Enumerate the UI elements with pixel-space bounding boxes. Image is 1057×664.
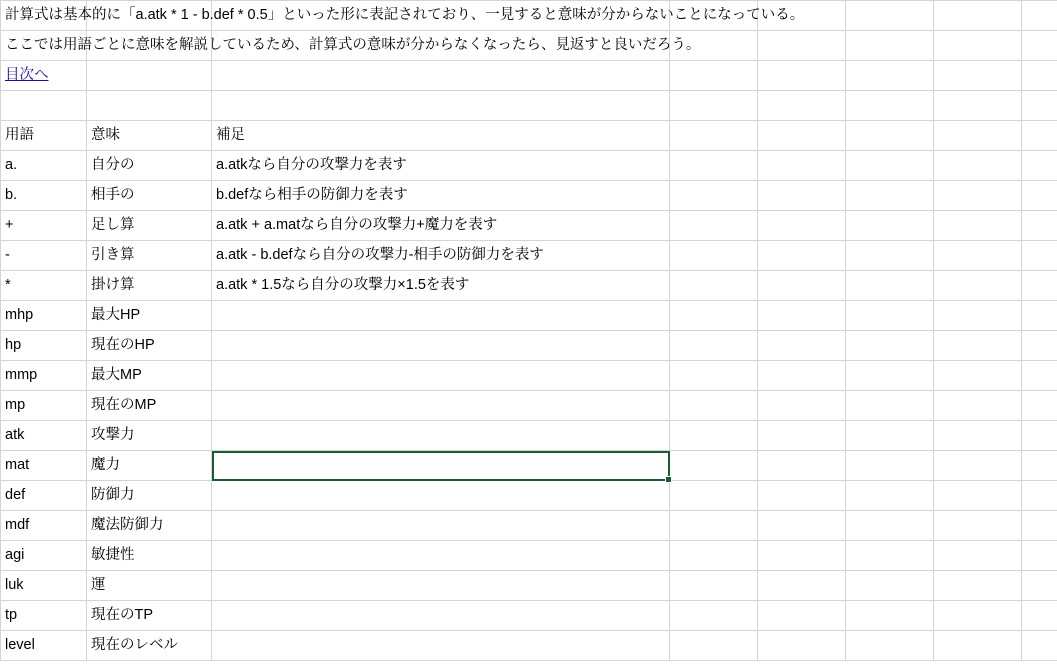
- cell-g8[interactable]: [934, 211, 1022, 241]
- cell-e5[interactable]: [758, 121, 846, 151]
- cell-f12[interactable]: [846, 331, 934, 361]
- cell-note[interactable]: [212, 481, 670, 511]
- header-note[interactable]: 補足: [212, 121, 670, 151]
- cell-e17[interactable]: [758, 481, 846, 511]
- cell-g20[interactable]: [934, 571, 1022, 601]
- cell-note[interactable]: [212, 541, 670, 571]
- cell-h20[interactable]: [1022, 571, 1057, 601]
- cell-meaning[interactable]: 現在のレベル: [87, 631, 212, 661]
- note-text-1: 計算式は基本的に「a.atk * 1 - b.def * 0.5」といった形に表記されており、一見すると意味が分からないことになっている。: [5, 7, 805, 23]
- cell-d12[interactable]: [670, 331, 758, 361]
- cell-e9[interactable]: [758, 241, 846, 271]
- cell-g16[interactable]: [934, 451, 1022, 481]
- cell-d20[interactable]: [670, 571, 758, 601]
- cell-g3[interactable]: [934, 61, 1022, 91]
- cell-term[interactable]: atk: [1, 421, 87, 451]
- cell-e4[interactable]: [758, 91, 846, 121]
- cell-d21[interactable]: [670, 601, 758, 631]
- cell-f20[interactable]: [846, 571, 934, 601]
- cell-note[interactable]: b.defなら相手の防御力を表す: [212, 181, 670, 211]
- cell-d16[interactable]: [670, 451, 758, 481]
- cell-c3[interactable]: [212, 61, 670, 91]
- cell-term[interactable]: def: [1, 481, 87, 511]
- cell-g5[interactable]: [934, 121, 1022, 151]
- table-row: [1, 631, 1057, 661]
- toc-row: [1, 61, 1057, 91]
- table-row: [1, 271, 1057, 301]
- cell-meaning[interactable]: 引き算: [87, 241, 212, 271]
- cell-term[interactable]: +: [1, 211, 87, 241]
- cell-term[interactable]: level: [1, 631, 87, 661]
- cell-term[interactable]: *: [1, 271, 87, 301]
- cell-f17[interactable]: [846, 481, 934, 511]
- cell-note[interactable]: [212, 361, 670, 391]
- cell-g21[interactable]: [934, 601, 1022, 631]
- note-cell-1[interactable]: [1, 1, 805, 31]
- cell-h16[interactable]: [1022, 451, 1057, 481]
- cell-h6[interactable]: [1022, 151, 1057, 181]
- cell-f11[interactable]: [846, 301, 934, 331]
- cell-meaning[interactable]: 敏捷性: [87, 541, 212, 571]
- cell-note[interactable]: a.atk + a.matなら自分の攻撃力+魔力を表す: [212, 211, 670, 241]
- cell-g17[interactable]: [934, 481, 1022, 511]
- cell-meaning[interactable]: 攻撃力: [87, 421, 212, 451]
- cell-note[interactable]: [212, 511, 670, 541]
- grid-body: [1, 1, 1057, 661]
- cell-d18[interactable]: [670, 511, 758, 541]
- cell-e21[interactable]: [758, 601, 846, 631]
- cell-h15[interactable]: [1022, 421, 1057, 451]
- cell-term[interactable]: b.: [1, 181, 87, 211]
- header-meaning[interactable]: 意味: [87, 121, 212, 151]
- cell-h10[interactable]: [1022, 271, 1057, 301]
- cell-term[interactable]: mat: [1, 451, 87, 481]
- cell-term[interactable]: mdf: [1, 511, 87, 541]
- cell-h11[interactable]: [1022, 301, 1057, 331]
- cell-note[interactable]: a.atk * 1.5なら自分の攻撃力×1.5を表す: [212, 271, 670, 301]
- cell-h7[interactable]: [1022, 181, 1057, 211]
- table-row: [1, 301, 1057, 331]
- table-row: [1, 541, 1057, 571]
- cell-a4[interactable]: [1, 91, 87, 121]
- cell-f6[interactable]: [846, 151, 934, 181]
- cell-e2[interactable]: [758, 31, 846, 61]
- note-row-1: [1, 1, 1057, 31]
- cell-note[interactable]: [212, 331, 670, 361]
- cell-meaning[interactable]: 相手の: [87, 181, 212, 211]
- table-row: [1, 451, 1057, 481]
- toc-link[interactable]: 目次へ: [5, 67, 49, 83]
- cell-e8[interactable]: [758, 211, 846, 241]
- cell-meaning[interactable]: 運: [87, 571, 212, 601]
- table-row: [1, 421, 1057, 451]
- cell-meaning[interactable]: 自分の: [87, 151, 212, 181]
- cell-e15[interactable]: [758, 421, 846, 451]
- cell-meaning[interactable]: 現在のMP: [87, 391, 212, 421]
- cell-f7[interactable]: [846, 181, 934, 211]
- cell-d7[interactable]: [670, 181, 758, 211]
- table-row: [1, 571, 1057, 601]
- cell-f5[interactable]: [846, 121, 934, 151]
- cell-meaning[interactable]: 最大MP: [87, 361, 212, 391]
- table-row: [1, 601, 1057, 631]
- cell-g18[interactable]: [934, 511, 1022, 541]
- cell-note[interactable]: [212, 601, 670, 631]
- cell-e19[interactable]: [758, 541, 846, 571]
- cell-g22[interactable]: [934, 631, 1022, 661]
- cell-e14[interactable]: [758, 391, 846, 421]
- cell-d22[interactable]: [670, 631, 758, 661]
- note-text-2: ここでは用語ごとに意味を解説しているため、計算式の意味が分からなくなったら、見返すと良いだろう。: [5, 37, 701, 53]
- cell-e3[interactable]: [758, 61, 846, 91]
- cell-h1[interactable]: [1022, 1, 1057, 31]
- cell-g13[interactable]: [934, 361, 1022, 391]
- cell-h17[interactable]: [1022, 481, 1057, 511]
- cell-e11[interactable]: [758, 301, 846, 331]
- cell-d8[interactable]: [670, 211, 758, 241]
- cell-h12[interactable]: [1022, 331, 1057, 361]
- toc-cell[interactable]: [1, 61, 87, 91]
- cell-term[interactable]: luk: [1, 571, 87, 601]
- cell-g19[interactable]: [934, 541, 1022, 571]
- cell-e12[interactable]: [758, 331, 846, 361]
- cell-g1[interactable]: [934, 1, 1022, 31]
- cell-note[interactable]: a.atkなら自分の攻撃力を表す: [212, 151, 670, 181]
- table-header-row: [1, 121, 1057, 151]
- cell-g15[interactable]: [934, 421, 1022, 451]
- cell-e6[interactable]: [758, 151, 846, 181]
- cell-term[interactable]: a.: [1, 151, 87, 181]
- cell-f1[interactable]: [846, 1, 934, 31]
- cell-d4[interactable]: [670, 91, 758, 121]
- cell-note[interactable]: [212, 301, 670, 331]
- cell-term[interactable]: -: [1, 241, 87, 271]
- cell-h14[interactable]: [1022, 391, 1057, 421]
- table-row: [1, 391, 1057, 421]
- cell-g2[interactable]: [934, 31, 1022, 61]
- cell-h19[interactable]: [1022, 541, 1057, 571]
- cell-f16[interactable]: [846, 451, 934, 481]
- cell-f18[interactable]: [846, 511, 934, 541]
- cell-d5[interactable]: [670, 121, 758, 151]
- cell-meaning[interactable]: 現在のTP: [87, 601, 212, 631]
- cell-f19[interactable]: [846, 541, 934, 571]
- table-row: [1, 511, 1057, 541]
- cell-meaning[interactable]: 掛け算: [87, 271, 212, 301]
- cell-meaning[interactable]: 防御力: [87, 481, 212, 511]
- note-cell-2[interactable]: [1, 31, 701, 61]
- cell-g4[interactable]: [934, 91, 1022, 121]
- spacer-row: [1, 91, 1057, 121]
- cell-f9[interactable]: [846, 241, 934, 271]
- header-term[interactable]: 用語: [1, 121, 87, 151]
- cell-term[interactable]: mp: [1, 391, 87, 421]
- cell-meaning[interactable]: 魔力: [87, 451, 212, 481]
- cell-d14[interactable]: [670, 391, 758, 421]
- cell-g10[interactable]: [934, 271, 1022, 301]
- cell-g7[interactable]: [934, 181, 1022, 211]
- cell-meaning[interactable]: 最大HP: [87, 301, 212, 331]
- table-row: [1, 151, 1057, 181]
- cell-e10[interactable]: [758, 271, 846, 301]
- cell-b3[interactable]: [87, 61, 212, 91]
- cell-f3[interactable]: [846, 61, 934, 91]
- cell-f10[interactable]: [846, 271, 934, 301]
- cell-d19[interactable]: [670, 541, 758, 571]
- cell-d15[interactable]: [670, 421, 758, 451]
- cell-f8[interactable]: [846, 211, 934, 241]
- cell-h2[interactable]: [1022, 31, 1057, 61]
- cell-e13[interactable]: [758, 361, 846, 391]
- cell-e20[interactable]: [758, 571, 846, 601]
- note-row-2: [1, 31, 1057, 61]
- cell-e16[interactable]: [758, 451, 846, 481]
- cell-note[interactable]: [212, 571, 670, 601]
- cell-term[interactable]: agi: [1, 541, 87, 571]
- cell-h13[interactable]: [1022, 361, 1057, 391]
- cell-h3[interactable]: [1022, 61, 1057, 91]
- cell-d17[interactable]: [670, 481, 758, 511]
- cell-note[interactable]: [212, 631, 670, 661]
- cell-term[interactable]: hp: [1, 331, 87, 361]
- table-row: [1, 481, 1057, 511]
- cell-b4[interactable]: [87, 91, 212, 121]
- cell-h21[interactable]: [1022, 601, 1057, 631]
- cell-h5[interactable]: [1022, 121, 1057, 151]
- cell-d9[interactable]: [670, 241, 758, 271]
- cell-f15[interactable]: [846, 421, 934, 451]
- cell-d10[interactable]: [670, 271, 758, 301]
- table-row: [1, 361, 1057, 391]
- cell-term[interactable]: tp: [1, 601, 87, 631]
- cell-note[interactable]: [212, 421, 670, 451]
- cell-d11[interactable]: [670, 301, 758, 331]
- cell-term[interactable]: mhp: [1, 301, 87, 331]
- cell-f2[interactable]: [846, 31, 934, 61]
- cell-d3[interactable]: [670, 61, 758, 91]
- table-row: [1, 181, 1057, 211]
- cell-d13[interactable]: [670, 361, 758, 391]
- cell-f4[interactable]: [846, 91, 934, 121]
- cell-h18[interactable]: [1022, 511, 1057, 541]
- cell-h8[interactable]: [1022, 211, 1057, 241]
- cell-h22[interactable]: [1022, 631, 1057, 661]
- cell-f13[interactable]: [846, 361, 934, 391]
- cell-meaning[interactable]: 足し算: [87, 211, 212, 241]
- cell-term[interactable]: mmp: [1, 361, 87, 391]
- cell-meaning[interactable]: 魔法防御力: [87, 511, 212, 541]
- cell-c4[interactable]: [212, 91, 670, 121]
- cell-d6[interactable]: [670, 151, 758, 181]
- cell-f22[interactable]: [846, 631, 934, 661]
- cell-meaning[interactable]: 現在のHP: [87, 331, 212, 361]
- cell-e18[interactable]: [758, 511, 846, 541]
- cell-g14[interactable]: [934, 391, 1022, 421]
- cell-f21[interactable]: [846, 601, 934, 631]
- cell-e22[interactable]: [758, 631, 846, 661]
- cell-g11[interactable]: [934, 301, 1022, 331]
- table-row: [1, 211, 1057, 241]
- cell-note[interactable]: a.atk - b.defなら自分の攻撃力-相手の防御力を表す: [212, 241, 670, 271]
- cell-note[interactable]: [212, 391, 670, 421]
- active-cell[interactable]: [212, 451, 670, 481]
- table-row: [1, 241, 1057, 271]
- cell-g9[interactable]: [934, 241, 1022, 271]
- cell-e7[interactable]: [758, 181, 846, 211]
- cell-f14[interactable]: [846, 391, 934, 421]
- cell-g12[interactable]: [934, 331, 1022, 361]
- cell-g6[interactable]: [934, 151, 1022, 181]
- cell-h4[interactable]: [1022, 91, 1057, 121]
- cell-h9[interactable]: [1022, 241, 1057, 271]
- table-row: [1, 331, 1057, 361]
